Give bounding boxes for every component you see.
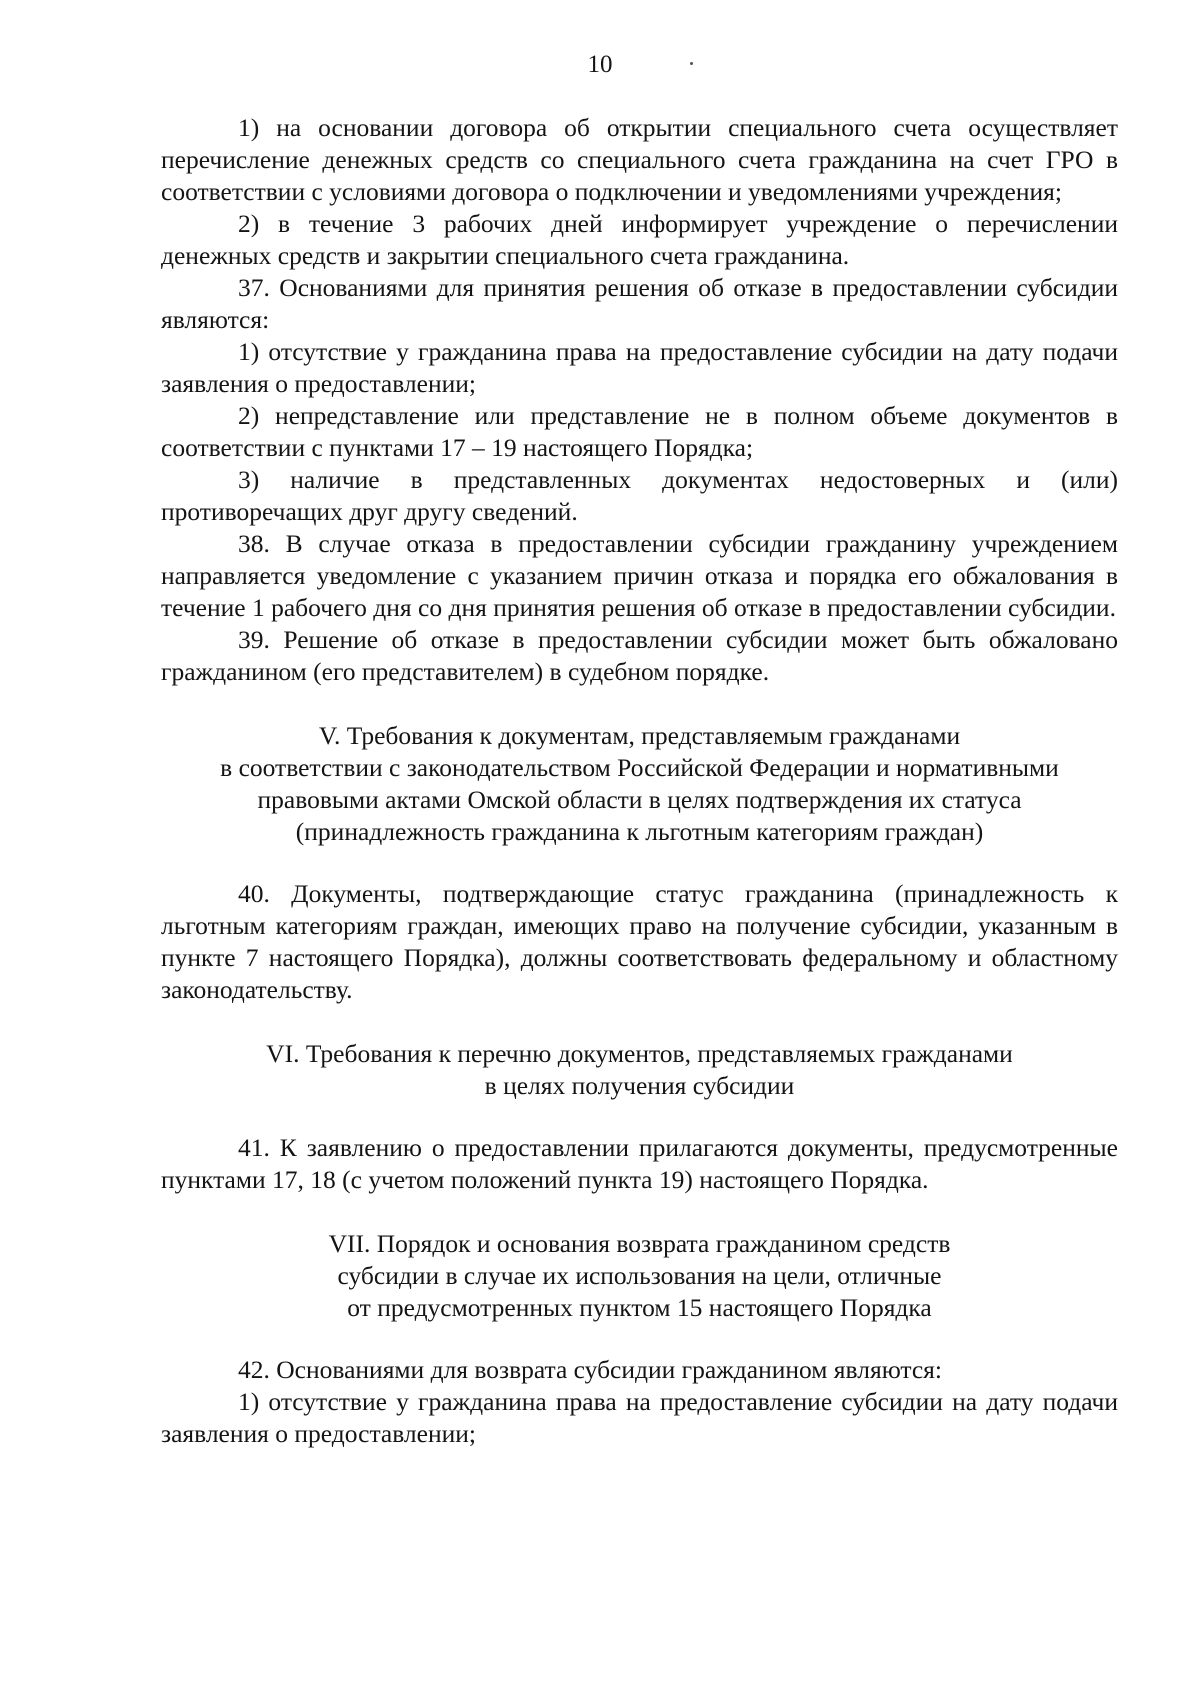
section-vi-heading-line: в целях получения субсидии [484, 1071, 795, 1100]
clause-42: 42. Основаниями для возврата субсидии гражданином являются: [238, 1355, 942, 1384]
section-vi-heading-line: VI. Требования к перечню документов, представляемых гражданами [266, 1039, 1013, 1068]
section-v-heading-line: (принадлежность гражданина к льготным категориям граждан) [295, 817, 984, 846]
page-number: 10 [587, 51, 613, 78]
scan-speck [690, 62, 693, 65]
section-vii-heading-line: от предусмотренных пунктом 15 настоящего Порядка [347, 1293, 932, 1322]
clause-40: 40. Документы, подтверждающие статус гражданина (принадлежность к льготным категориям граждан, имеющих право на получение субсидии, указанным в пункте 7 настоящего Порядка), должны соответствовать федеральному и областному законодательству. [161, 879, 1118, 1004]
clause-38: 38. В случае отказа в предоставлении субсидии гражданину учреждением направляется уведомление с указанием причин отказа и порядка его обжалования в течение 1 рабочего дня со дня принятия решения об отказе в предоставлении субсидии. [161, 529, 1118, 622]
document-body [161, 112, 1118, 1450]
section-vii-heading-line: субсидии в случае их использования на цели, отличные [337, 1261, 942, 1290]
section-vii-heading-line: VII. Порядок и основания возврата гражданином средств [328, 1229, 951, 1258]
section-v-heading-line: правовыми актами Омской области в целях подтверждения их статуса [257, 785, 1022, 814]
clause-37-item-2: 2) непредставление или представление не в полном объеме документов в соответствии с пунктами 17 – 19 настоящего Порядка; [161, 401, 1118, 462]
clause-42-item-1: 1) отсутствие у гражданина права на предоставление субсидии на дату подачи заявления о предоставлении; [161, 1387, 1118, 1448]
clause-37: 37. Основаниями для принятия решения об отказе в предоставлении субсидии являются: [161, 273, 1118, 334]
clause-37-item-3: 3) наличие в представленных документах недостоверных и (или) противоречащих друг другу сведений. [161, 465, 1118, 526]
section-vi-heading [161, 1038, 1118, 1102]
section-vii-heading [161, 1228, 1118, 1324]
section-v-heading-line: V. Требования к документам, представляемым гражданами [318, 721, 961, 750]
clause-36-item-2: 2) в течение 3 рабочих дней информирует учреждение о перечислении денежных средств и закрытии специального счета гражданина. [161, 209, 1118, 270]
clause-41: 41. К заявлению о предоставлении прилагаются документы, предусмотренные пунктами 17, 18 (с учетом положений пункта 19) настоящего Порядка. [161, 1133, 1118, 1194]
section-v-heading-line: в соответствии с законодательством Российской Федерации и нормативными [220, 753, 1059, 782]
section-v-heading [161, 720, 1118, 848]
clause-37-item-1: 1) отсутствие у гражданина права на предоставление субсидии на дату подачи заявления о предоставлении; [161, 337, 1118, 398]
clause-39: 39. Решение об отказе в предоставлении субсидии может быть обжаловано гражданином (его представителем) в судебном порядке. [161, 625, 1118, 686]
clause-36-item-1: 1) на основании договора об открытии специального счета осуществляет перечисление денежных средств со специального счета гражданина на счет ГРО в соответствии с условиями договора о подключении и уведомлениями учреждения; [161, 113, 1118, 206]
